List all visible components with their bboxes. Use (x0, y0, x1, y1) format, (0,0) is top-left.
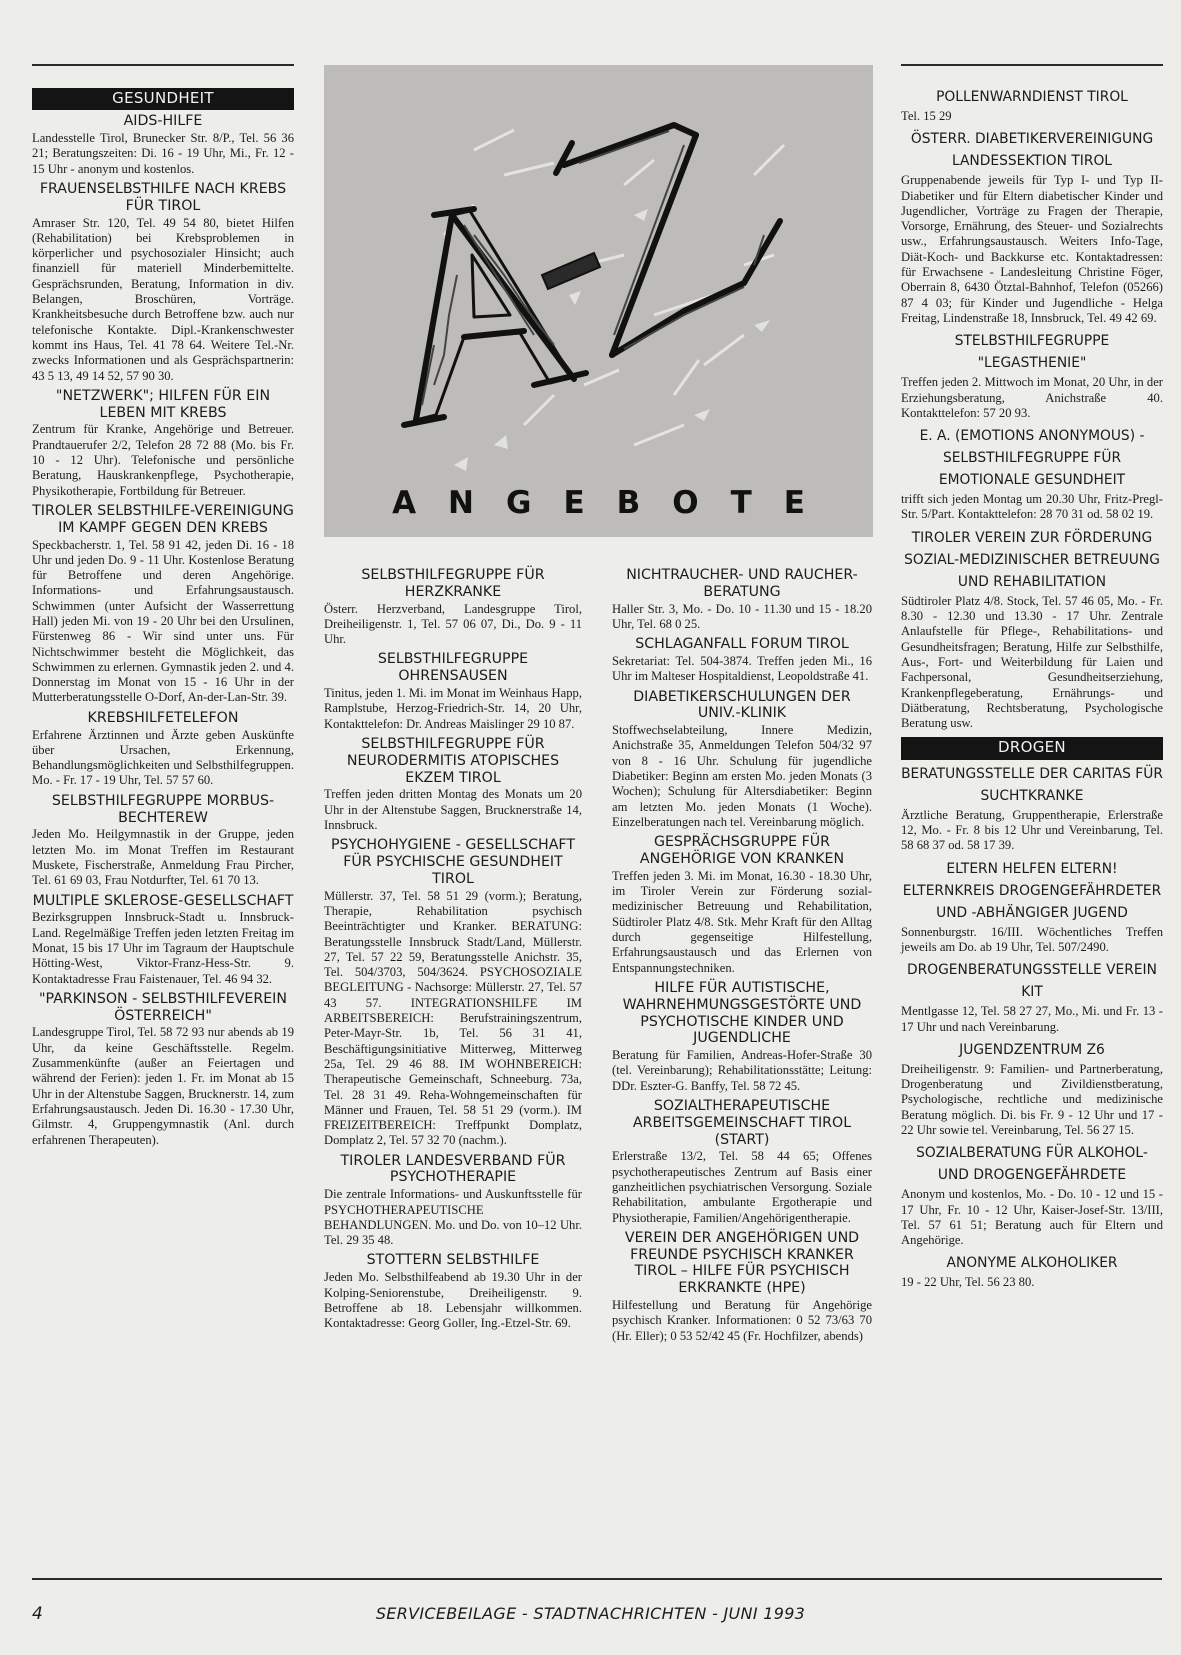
entry-text: Sonnenburgstr. 16/III. Wöchentliches Treffen jeweils am Do. ab 19 Uhr, Tel. 507/2490. (901, 924, 1163, 954)
list-item (901, 128, 1163, 326)
entry-text: Gruppenabende jeweils für Typ I- und Typ II-Diabetiker und für Eltern diabetischer Kinder und Jugendlicher, Vorträge zu Fragen der Therapie, Vorsorge, Ernährung, des Steuer- und Sozialrechts usw., Erfahrungsaustausch. Weiters Info-Tage, Diät-Koch- und Backkurse etc. Kontaktadressen: für Erwachsene - Landesleitung Christine Föger, Oberrain 8, 6430 Ötztal-Bahnhof, Telefon (05266) 87 4 03; für Kinder und Jugendliche - Helga Freitag, Lindenstraße 18, Innsbruck, Tel. 49 42 69. (901, 173, 1163, 325)
list-item (612, 1098, 872, 1226)
entry-text: Jeden Mo. Heilgymnastik in der Gruppe, jeden letzten Mo. im Monat Treffen im Restaurant Muskete, Fischerstraße, Anmeldung Frau Pircher, Tel. 61 69 03, Frau Notdurfter, Tel. 61 70 13. (32, 827, 294, 888)
entry-title: SELBSTHILFEGRUPPE FÜR NEURODERMITIS ATOPISCHES EKZEM TIROL (346, 735, 560, 786)
entry-text: Mentlgasse 12, Tel. 58 27 27, Mo., Mi. und Fr. 13 - 17 Uhr und nach Vereinbarung. (901, 1004, 1163, 1034)
entry-text: Erlerstraße 13/2, Tel. 58 44 65; Offenes psychotherapeutisches Zentrum auf Basis einer ganzheitlichen psychiatrischen Versorgung. Soziale Rehabilitation, ambulante Ergotherapie und Physiotherapie, Familien/Angehörigentherapie. (612, 1149, 872, 1225)
entry-text: Treffen jeden dritten Montag des Monats um 20 Uhr in der Altenstube Saggen, Brucknerstraße 14, Innsbruck. (324, 787, 582, 832)
entry-title: PSYCHOHYGIENE - GESELLSCHAFT FÜR PSYCHISCHE GESUNDHEIT TIROL (331, 837, 575, 887)
entry-title: DROGENBERATUNGSSTELLE VEREIN KIT (907, 962, 1157, 1001)
entry-text: 19 - 22 Uhr, Tel. 56 23 80. (901, 1275, 1035, 1290)
entry-text: Südtiroler Platz 4/8. Stock, Tel. 57 46 05, Mo. - Fr. 8.30 - 12.30 und 13.30 - 17 Uhr. Zentrale Anlaufstelle für Pflege-, Rehabilitations- und Gesundheitsfragen; Beratung, Hilfe zur Selbsthilfe, Aus-, Fort- und Weiterbildung für Laien und Fachpersonal, Gesundheitserziehung, Krankenpflegeberatung, Ernährungs- und Diätberatung, Rechtsberatung, Psychologische Beratung usw. (901, 593, 1163, 731)
list-item (901, 86, 1163, 124)
entries-list (32, 113, 294, 1148)
list-item (612, 567, 872, 632)
entry-text: Die zentrale Informations- und Auskunftsstelle für PSYCHOTHERAPEUTISCHE BEHANDLUNGEN. Mo. und Do. von 10–12 Uhr. Tel. 29 35 48. (324, 1187, 582, 1248)
list-item (324, 837, 582, 1148)
list-item (901, 959, 1163, 1035)
a-z-hero-illustration (324, 65, 873, 537)
list-item (612, 689, 872, 831)
angebote-caption: ANGEBOTE (392, 485, 837, 521)
entry-title: BERATUNGSSTELLE DER CARITAS FÜR SUCHTKRANKE (901, 765, 1163, 804)
list-item (901, 330, 1163, 421)
entry-text: Tinitus, jeden 1. Mi. im Monat im Weinhaus Happ, Ramplstube, Herzog-Friedrich-Str. 14, 20 Uhr, Kontakttelefon: Dr. Andreas Maislinger 29 10 87. (324, 686, 582, 731)
entry-text: Bezirksgruppen Innsbruck-Stadt u. Innsbruck-Land. Regelmäßige Treffen jeden letzten Freitag im Monat, 15 bis 17 Uhr im Tagraum der Hauptschule Hötting-West, Viktor-Franz-Hess-Str. 9. Kontaktadresse Frau Faistenauer, Tel. 46 94 32. (32, 910, 294, 986)
entry-title: SELBSTHILFEGRUPPE FÜR HERZKRANKE (361, 567, 545, 600)
entry-text: Landesstelle Tirol, Brunecker Str. 8/P., Tel. 56 36 21; Beratungszeiten: Di. 16 - 19 Uhr, Mi., Fr. 12 - 15 Uhr - anonym und kostenlos. (32, 131, 294, 176)
list-item (612, 834, 872, 976)
list-item (32, 710, 294, 789)
entry-text: Treffen jeden 2. Mittwoch im Monat, 20 Uhr, in der Erziehungsberatung, Anichstraße 40. Kontakttelefon: 57 20 93. (901, 375, 1163, 420)
entry-title: SCHLAGANFALL FORUM TIROL (635, 636, 849, 653)
list-item (324, 1252, 582, 1331)
entry-title: STOTTERN SELBSTHILFE (366, 1252, 540, 1269)
entry-title: SOZIALTHERAPEUTISCHE ARBEITSGEMEINSCHAFT TIROL (START) (632, 1098, 852, 1148)
entry-text: Stoffwechselabteilung, Innere Medizin, Anichstraße 35, Anmeldungen Telefon 504/32 97 von 8 - 16 Uhr. Schulung für jugendliche Diabetiker: Beginn am ersten Mo. jeden Monats (3 Wochen); Schulung für Altersdiabetiker: Beginn am letzten Mo. jeden Monats (1 Woche). Einzelberatungen nach tel. Vereinbarung möglich. (612, 723, 872, 829)
list-item (32, 793, 294, 889)
entry-title: SOZIALBERATUNG FÜR ALKOHOL- UND DROGENGEFÄHRDETE (916, 1145, 1148, 1184)
list-item (612, 980, 872, 1094)
top-rule-right (901, 64, 1163, 66)
entry-title: POLLENWARNDIENST TIROL (936, 89, 1128, 105)
entry-title: E. A. (EMOTIONS ANONYMOUS) - SELBSTHILFEGRUPPE FÜR EMOTIONALE GESUNDHEIT (919, 428, 1145, 489)
entry-text: Dreiheiligenstr. 9: Familien- und Partnerberatung, Drogenberatung und Zivildienstberatung, Psychologische, rechtliche und medizinische Beratung möglich. Di. bis Fr. 9 - 12 Uhr und 17 - 22 Uhr sowie tel. Vereinbarung, Tel. 56 27 15. (901, 1061, 1163, 1137)
list-item (32, 388, 294, 499)
list-item (901, 527, 1163, 732)
entry-text: Jeden Mo. Selbsthilfeabend ab 19.30 Uhr in der Kolping-Seniorenstube, Dreiheiligenstr. 9. Betroffene ab 18. Lebensjahr willkommen. Kontaktadresse: Georg Goller, Ing.-Etzel-Str. 69. (324, 1270, 582, 1331)
list-item (324, 1153, 582, 1249)
column-middle-left (324, 564, 582, 1335)
entry-text: Sekretariat: Tel. 504-3874. Treffen jeden Mi., 16 Uhr im Malteser Hospitaldienst, Leopoldstraße 41. (612, 653, 872, 684)
footer-title: SERVICEBEILAGE - STADTNACHRICHTEN - JUNI 1993 (375, 1604, 806, 1623)
entry-title: VEREIN DER ANGEHÖRIGEN UND FREUNDE PSYCHISCH KRANKER TIROL – HILFE FÜR PSYCHISCH ERKRANKTE (HPE) (624, 1229, 860, 1297)
entry-title: "NETZWERK"; HILFEN FÜR EIN LEBEN MIT KREBS (55, 387, 271, 421)
page-number: 4 (32, 1604, 43, 1624)
entry-title: TIROLER VEREIN ZUR FÖRDERUNG SOZIAL-MEDIZINISCHER BETREUUNG UND REHABILITATION (904, 529, 1160, 590)
footer-rule (32, 1578, 1162, 1580)
column-right (901, 84, 1163, 1295)
entry-text: Ärztliche Beratung, Gruppentherapie, Erlerstraße 12, Mo. - Fr. 8 bis 12 Uhr und Vereinbarung, Tel. 58 68 37 od. 58 17 39. (901, 807, 1163, 853)
list-item (32, 113, 294, 177)
entry-text: trifft sich jeden Montag um 20.30 Uhr, Fritz-Pregl-Str. 5/Part. Kontakttelefon: 28 70 31 od. 58 02 19. (901, 492, 1163, 522)
entry-text: Beratung für Familien, Andreas-Hofer-Straße 30 (tel. Vereinbarung); Rehabilitationsstätte; Leitung: DDr. Eszter-G. Banffy, Tel. 58 72 45. (612, 1048, 872, 1093)
entry-title: ANONYME ALKOHOLIKER (946, 1255, 1118, 1272)
entry-title: MULTIPLE SKLEROSE-GESELLSCHAFT (32, 892, 294, 909)
section-header-gesundheit: GESUNDHEIT (32, 88, 294, 110)
entry-text: Amraser Str. 120, Tel. 49 54 80, bietet Hilfen (Rehabilitation) bei Krebsproblemen in körperlicher und psychosozialer Hinsicht; auch finanziell für materiell Minderbemittelte. Gesprächsrunden, Beratung, Information in div. Belangen, Broschüren, Vorträge. Krankheitsbesuche durch Betroffene bzw. auch nur telefonische Kontakte. Dipl.-Krankenschwester kommt ins Haus, Tel. 41 78 64. Weitere Tel.-Nr. zwecks Informationen und als Gesprächspartnerin: 43 5 13, 49 14 52, 57 90 30. (32, 215, 294, 383)
list-item (901, 1142, 1163, 1248)
list-item (324, 567, 582, 647)
entry-title: GESPRÄCHSGRUPPE FÜR ANGEHÖRIGE VON KRANKEN (639, 834, 845, 868)
entry-title: KREBSHILFETELEFON (87, 709, 239, 726)
entry-text: Zentrum für Kranke, Angehörige und Betreuer. Prandtauerufer 2/2, Telefon 28 72 88 (Mo. bis Fr. 10 - 12 Uhr). Telefonische und persönliche Beratung, Hauskrankenpflege, Psychotherapie, Physikotherapie, Fortbildung für Betreuer. (32, 422, 294, 498)
section-header-drogen: DROGEN (901, 737, 1163, 759)
entry-text: Hilfestellung und Beratung für Angehörige psychisch Kranker. Informationen: 0 52 73/63 70 (Hr. Eller); 0 53 52/42 45 (Fr. Hochfilzer, abends) (612, 1298, 872, 1343)
entry-title: "PARKINSON - SELBSTHILFEVEREIN ÖSTERREICH" (39, 990, 287, 1024)
entry-text: Müllerstr. 37, Tel. 58 51 29 (vorm.); Beratung, Therapie, Rehabilitation psychisch Beeinträchtigter und Kranker. BERATUNG: Beratungsstelle Innsbruck Stadt/Land, Müllerstr. 27, Tel. 57 22 59, Beratungsstelle Anichstr. 35, Tel. 504/3703, 504/3624. PSYCHOSOZIALE BEGLEITUNG - Nachsorge: Müllerstr. 27, Tel. 57 43 57. INTEGRATIONSHILFE IM ARBEITSBEREICH: Berufstrainingszentrum, Peter-Mayr-Str. 1b, Tel. 56 31 41, Beschäftigungsinitiative Mitterweg, Mitterweg 25a, Tel. 29 46 88. IM WOHNBEREICH: Therapeutische Gemeinschaft, Schneeburg. 73a, Tel. 28 31 49. Reha-Wohngemeinschaften für Männer und Frauen, Tel. 58 51 29 (vorm.). IM FREIZEITBEREICH: Treffpunkt Domplatz, Domplatz 2, Tel. 57 32 70 (nachm.). (324, 888, 582, 1148)
column-middle-right (612, 564, 872, 1348)
list-item (32, 503, 294, 706)
list-item (32, 893, 294, 987)
list-item (901, 858, 1163, 956)
list-item (32, 181, 294, 384)
entry-title: FRAUENSELBSTHILFE NACH KREBS FÜR TIROL (39, 180, 287, 214)
entry-title: DIABETIKERSCHULUNGEN DER UNIV.-KLINIK (633, 688, 851, 722)
entry-text: Tel. 15 29 (901, 109, 952, 123)
entry-text: Treffen jeden 3. Mi. im Monat, 16.30 - 18.30 Uhr, im Tiroler Verein zur Förderung sozial-medizinischer Betreuung und Rehabilitation, Südtiroler Platz 4/8. Stk. Mehr Kraft für den Alltag durch gegenseitige Hilfestellung, Erfahrungsaustausch und das Erlernen von Entspannungstechniken. (612, 868, 872, 975)
entry-text: Erfahrene Ärztinnen und Ärzte geben Auskünfte über Ursachen, Erkennung, Behandlungsmöglichkeiten und Selbsthilfegruppen. Mo. - Fr. 17 - 19 Uhr, Tel. 57 57 60. (32, 727, 294, 788)
entry-title: ELTERN HELFEN ELTERN! ELTERNKREIS DROGENGEFÄHRDETER UND -ABHÄNGIGER JUGEND (902, 860, 1162, 921)
entry-title: JUGENDZENTRUM Z6 (959, 1041, 1105, 1058)
list-item (324, 651, 582, 731)
entry-title: NICHTRAUCHER- UND RAUCHER-BERATUNG (626, 567, 858, 600)
entry-title: TIROLER SELBSTHILFE-VEREINIGUNG IM KAMPF GEGEN DEN KREBS (32, 502, 294, 536)
list-item (901, 425, 1163, 523)
entry-text: Landesgruppe Tirol, Tel. 58 72 93 nur abends ab 19 Uhr, da keine Geschäftsstelle. Regelm. Zusammenkünfte (außer an Feiertagen und während der Ferien): jeden 1. Fr. im Monat ab 15 Uhr in der Altenstube Saggen, Brucknerstr. 14, zum Erfahrungsaustausch. Jeden Di. 16.30 - 17.30 Uhr, Gilmstr. 4, Gruppengymnastik (Anl. durch erfahrenen Therapeuten). (32, 1025, 294, 1147)
entry-title: SELBSTHILFEGRUPPE OHRENSAUSEN (377, 651, 529, 685)
entry-text: Speckbacherstr. 1, Tel. 58 91 42, jeden Di. 16 - 18 Uhr und jeden Do. 9 - 11 Uhr. Kostenlose Beratung für Betroffene und deren Angehörige. Informations- und Erfahrungsaustausch. Schwimmen (unter Aufsicht der Wasserrettung Hall) jeden Mi. von 19 - 20 Uhr bei den Ursulinen, Fürstenweg 86 - Wir sind unter uns. Für Nichtschwimmer besteht die Möglichkeit, das Schwimmen zu erlernen. Gymnastik jeden 2. und 4. Donnerstag im Monat von 15 - 16 Uhr in der Mutterberatungsstelle O-Dorf, An-der-Lan-Str. 39. (32, 537, 294, 705)
a-z-lettering-graphic (324, 65, 873, 537)
entry-title: AIDS-HILFE (123, 113, 203, 130)
entry-title: STELBSTHILFEGRUPPE "LEGASTHENIE" (954, 333, 1110, 372)
list-item (32, 991, 294, 1148)
list-item (324, 736, 582, 833)
top-rule-left (32, 64, 294, 66)
entry-title: SELBSTHILFEGRUPPE MORBUS-BECHTEREW (51, 792, 275, 826)
list-item (901, 763, 1163, 854)
column-gesundheit (32, 88, 294, 1152)
list-item (612, 1230, 872, 1344)
entry-title: HILFE FÜR AUTISTISCHE, WAHRNEHMUNGSGESTÖRTE UND PSYCHOTISCHE KINDER UND JUGENDLICHE (622, 979, 862, 1047)
entry-text: Haller Str. 3, Mo. - Do. 10 - 11.30 und 15 - 18.20 Uhr, Tel. 68 0 25. (612, 601, 872, 631)
entry-title: ÖSTERR. DIABETIKERVEREINIGUNG LANDESSEKTION TIROL (910, 131, 1154, 170)
list-item (901, 1039, 1163, 1138)
entry-title: TIROLER LANDESVERBAND FÜR PSYCHOTHERAPIE (340, 1152, 566, 1186)
list-item (901, 1252, 1163, 1290)
entry-text: Anonym und kostenlos, Mo. - Do. 10 - 12 und 15 - 17 Uhr, Fr. 10 - 12 Uhr, Kaiser-Josef-Str. 13/III, Tel. 57 61 51; Beratung auch für Eltern und Angehörige. (901, 1187, 1163, 1248)
list-item (612, 636, 872, 684)
entry-text: Österr. Herzverband, Landesgruppe Tirol, Dreiheiligenstr. 1, Tel. 57 06 07, Di., Do. 9 - 11 Uhr. (324, 601, 582, 647)
